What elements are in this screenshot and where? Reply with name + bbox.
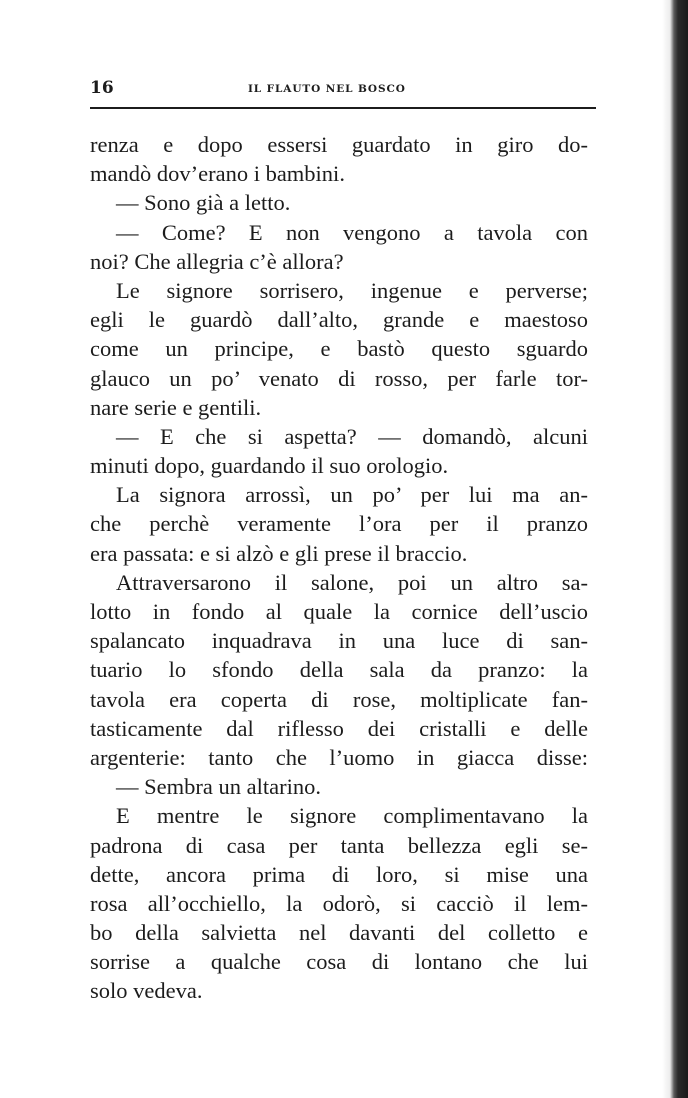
text-line: argenterie: tanto che l’uomo in giacca disse:: [90, 744, 588, 770]
text-line: — E che si aspetta? — domandò, alcuni: [116, 423, 588, 449]
page-header: [90, 74, 596, 100]
text-line: Le signore sorrisero, ingenue e perverse;: [116, 277, 588, 303]
text-line: rosa all’occhiello, la odorò, si cacciò il lem-: [90, 890, 588, 916]
text-line: bo della salvietta nel davanti del colletto e: [90, 920, 588, 946]
text-line: come un principe, e bastò questo sguardo: [90, 336, 588, 362]
text-line: tavola era coperta di rose, moltiplicate fan-: [90, 686, 588, 712]
text-line: padrona di casa per tanta bellezza egli se-: [90, 832, 588, 858]
book-binding-edge: [662, 0, 688, 1098]
text-line: renza e dopo essersi guardato in giro do-: [90, 132, 588, 157]
text-line: E mentre le signore complimentavano la: [116, 803, 588, 829]
text-line: La signora arrossì, un po’ per lui ma an-: [116, 482, 588, 508]
text-line: — Sono già a letto.: [116, 190, 291, 216]
text-line: lotto in fondo al quale la cornice dell’uscio: [90, 599, 588, 624]
text-line: tasticamente dal riflesso dei cristalli e delle: [90, 715, 588, 741]
text-line: — Sembra un altarino.: [116, 774, 321, 800]
running-title: IL FLAUTO NEL BOSCO: [248, 83, 406, 95]
text-line: sorrise a qualche cosa di lontano che lui: [90, 949, 588, 975]
text-line: tuario lo sfondo della sala da pranzo: la: [90, 657, 588, 683]
text-line: dette, ancora prima di loro, si mise una: [90, 861, 588, 887]
text-line: egli le guardò dall’alto, grande e maestoso: [90, 307, 588, 333]
body-text: [90, 130, 588, 1006]
text-line: glauco un po’ venato di rosso, per farle tor-: [90, 365, 588, 391]
header-rule: [90, 107, 596, 109]
text-line: Attraversarono il salone, poi un altro sa-: [116, 569, 588, 595]
text-line: — Come? E non vengono a tavola con: [116, 219, 588, 245]
text-line: nare serie e gentili.: [90, 394, 262, 420]
text-line: che perchè veramente l’ora per il pranzo: [90, 511, 588, 537]
text-line: era passata: e si alzò e gli prese il braccio.: [90, 540, 468, 566]
text-line: noi? Che allegria c’è allora?: [90, 248, 344, 274]
text-line: spalancato inquadrava in una luce di san-: [90, 628, 588, 654]
text-line: mandò dov’erano i bambini.: [90, 161, 345, 187]
text-line: minuti dopo, guardando il suo orologio.: [90, 453, 449, 479]
page-number: 16: [90, 78, 114, 98]
text-line: solo vedeva.: [90, 978, 203, 1004]
